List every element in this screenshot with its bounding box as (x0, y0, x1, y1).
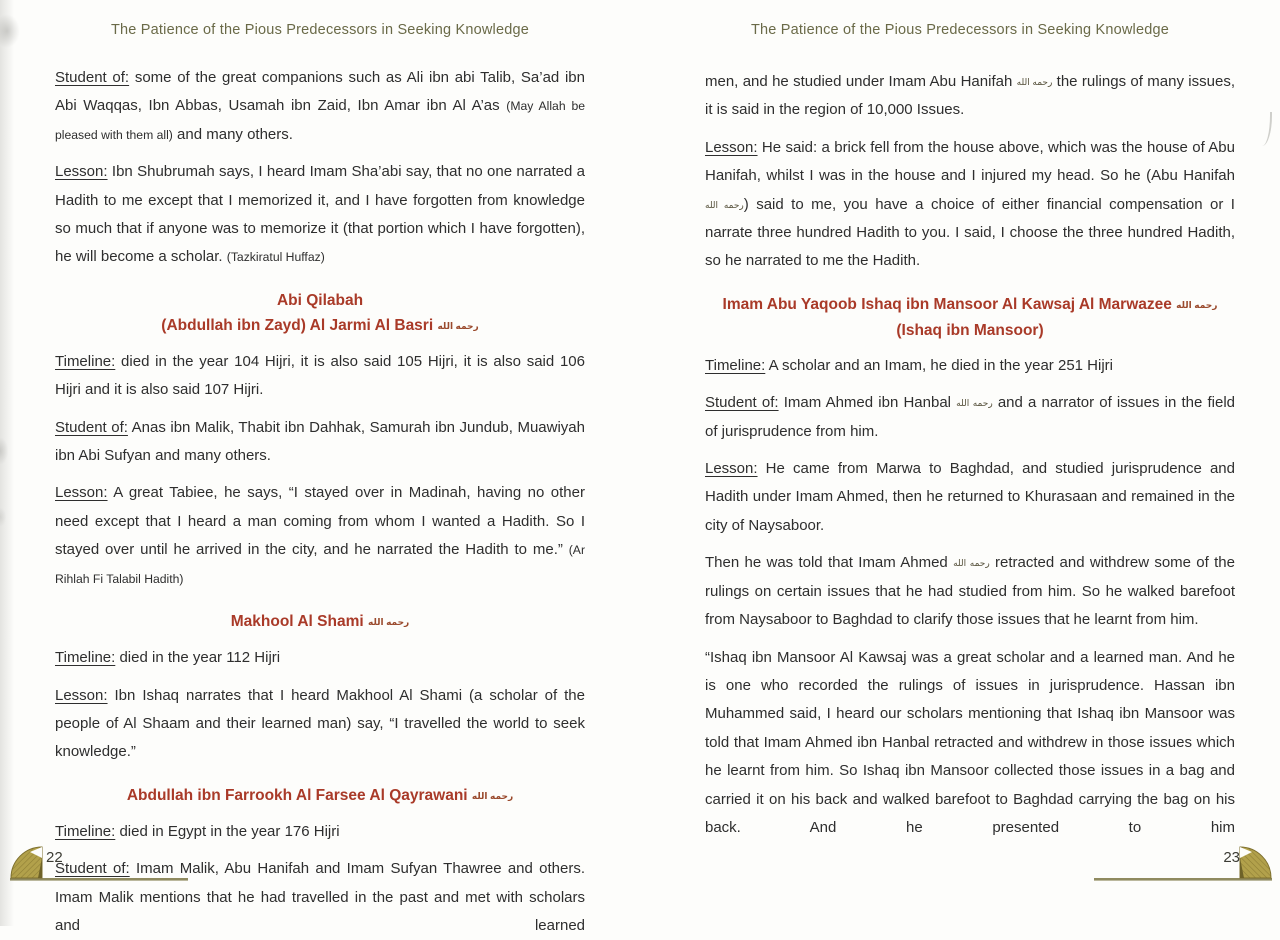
para-lesson (55, 682, 585, 767)
field-label: Timeline: (55, 822, 116, 840)
para-text: He came from Marwa to Baghdad, and studied jurisprudence and Hadith under Imam Ahmed, then he returned to Khurasaan and remained in the city of Naysaboor. (705, 460, 1235, 534)
para-text: Imam Malik, Abu Hanifah and Imam Sufyan Thawree and others. Imam Malik mentions that he had travelled in the past and met with scholars and learned (55, 860, 586, 934)
field-label: Lesson: (705, 138, 758, 156)
rahimahullah-honorific: رحمه الله (1016, 77, 1053, 87)
field-label: Lesson: (55, 163, 108, 181)
para-text: Anas ibn Malik, Thabit ibn Dahhak, Samurah ibn Jundub, Muawiyah ibn Abi Sufyan and many others. (55, 418, 585, 465)
heading-line: (Abdullah ibn Zayd) Al Jarmi Al Basri رحمه الله (161, 316, 479, 334)
page-corner-ornament-icon (8, 845, 190, 890)
para-student-of (705, 389, 1235, 446)
rahimahullah-honorific: رحمه الله (367, 617, 410, 628)
para-text: He said: a brick fell from the house above, which was the house of Abu Hanifah, whilst I was in the house and I injured my head. So he (Abu Hanifah (705, 138, 1235, 185)
para-text: A scholar and an Imam, he died in the year 251 Hijri (765, 356, 1113, 374)
para-text: A great Tabiee, he says, “I stayed over in Madinah, having no other need except that I heard a man coming from whom I wanted a Hadith. So I stayed over until he arrived in the city, and he narrated the Hadith to me.” (55, 484, 585, 559)
rahimahullah-honorific: رحمه الله (705, 199, 744, 210)
para-continued (705, 68, 1235, 125)
field-label: Timeline: (55, 352, 116, 370)
para-timeline (705, 352, 1235, 380)
para-text: men, and he studied under Imam Abu Hanifah (705, 73, 1017, 90)
source-citation: (Tazkiratul Huffaz) (226, 250, 325, 265)
section-heading (55, 288, 585, 339)
para-text: “Ishaq ibn Mansoor Al Kawsaj was a great scholar and a learned man. And he is one who recorded the rulings of issues in jurisprudence. Hassan ibn Muhammed said, I heard our scholars mentioning that Ishaq ibn Mansoor was told that Imam Ahmed ibn Hanbal retracted and withdrew in those issues which he learnt from him. So Ishaq ibn Mansoor collected those issues in a bag and carried it on his back and walked barefoot to Baghdad carrying the bag on his back. And he presented to him (705, 648, 1235, 836)
para-lesson (55, 479, 585, 593)
para-student-of (55, 414, 585, 471)
rahimahullah-honorific: رحمه الله (471, 790, 514, 801)
field-label: Student of: (55, 860, 130, 878)
page-corner-ornament-icon (1092, 845, 1274, 890)
para-text: and many others. (172, 125, 293, 143)
para-text: Ibn Shubrumah says, I heard Imam Sha’abi say, that no one narrated a Hadith to me except that I memorized it, and I have forgotten from knowledge so much that if anyone was to memorize it (that portion which I have forgotten), he will become a scholar. (55, 163, 585, 266)
para-text: ) said to me, you have a choice of either financial compensation or I narrate three hundred Hadith to you. I said, I choose the three hundred Hadith, so he narrated to me the Hadith. (705, 195, 1235, 270)
heading-line: Abdullah ibn Farrookh Al Farsee Al Qayrawani رحمه الله (126, 786, 514, 804)
section-heading (55, 609, 585, 635)
para-student-of (55, 64, 585, 149)
rahimahullah-honorific: رحمه الله (956, 398, 993, 409)
section-heading (55, 783, 585, 809)
para-body (705, 549, 1235, 634)
para-text: some of the great companions such as Ali ibn abi Talib, Sa’ad ibn Abi Waqqas, Ibn Abbas, Usamah ibn Zaid, Ibn Amar ibn Al A’as (55, 69, 585, 115)
para-lesson (705, 455, 1235, 540)
page-content (640, 68, 1280, 842)
rahimahullah-honorific: رحمه الله (437, 320, 479, 331)
para-body (705, 644, 1235, 843)
para-lesson (705, 134, 1235, 276)
heading-line: (Ishaq ibn Mansoor) (896, 321, 1044, 339)
field-label: Lesson: (55, 484, 108, 502)
para-text: died in Egypt in the year 176 Hijri (115, 822, 340, 840)
field-label: Lesson: (55, 686, 108, 704)
heading-line: Makhool Al Shami رحمه الله (230, 613, 410, 631)
para-timeline (55, 348, 585, 405)
para-text: Ibn Ishaq narrates that I heard Makhool Al Shami (a scholar of the people of Al Shaam and their learned man) say, “I travelled the world to seek knowledge.” (55, 686, 585, 761)
running-title: The Patience of the Pious Predecessors in Seeking Knowledge (750, 22, 1170, 38)
source-citation: (Ar Rihlah Fi Talabil Hadith) (55, 543, 585, 586)
field-label: Student of: (705, 394, 779, 412)
field-label: Student of: (55, 418, 128, 436)
rahimahullah-honorific: رحمه الله (1176, 299, 1218, 310)
para-text: died in the year 104 Hijri, it is also said 105 Hijri, it is also said 106 Hijri and it is also said 107 Hijri. (55, 352, 585, 399)
heading-line: Abi Qilabah (276, 291, 364, 309)
para-text: Then he was told that Imam Ahmed (705, 554, 954, 572)
para-lesson (55, 158, 585, 272)
field-label: Timeline: (55, 649, 116, 667)
rahimahullah-honorific: رحمه الله (953, 558, 990, 569)
field-label: Student of: (55, 69, 130, 86)
para-timeline (55, 818, 585, 846)
section-heading (705, 292, 1235, 343)
para-text: retracted and withdrew some of the rulings on certain issues that he had studied from him. So he walked barefoot from Naysaboor to Baghdad to clarify those issues that he learnt from him. (705, 554, 1235, 629)
parenthetical-note: (May Allah be pleased with them all) (55, 99, 585, 142)
running-title: The Patience of the Pious Predecessors in Seeking Knowledge (110, 22, 530, 38)
field-label: Timeline: (705, 356, 766, 374)
book-page-left (0, 0, 640, 934)
field-label: Lesson: (705, 460, 758, 478)
page-number: 23 (1223, 849, 1240, 866)
para-timeline (55, 644, 585, 672)
page-content (0, 64, 640, 940)
para-text: and a narrator of issues in the field of jurisprudence from him. (705, 394, 1235, 440)
para-text: Imam Ahmed ibn Hanbal (778, 394, 957, 412)
page-number: 22 (46, 849, 63, 866)
book-page-right (640, 0, 1280, 926)
heading-line: Imam Abu Yaqoob Ishaq ibn Mansoor Al Kawsaj Al Marwazee رحمه الله (722, 295, 1218, 313)
para-text: died in the year 112 Hijri (115, 649, 281, 667)
para-text: the rulings of many issues, it is said in the region of 10,000 Issues. (705, 73, 1235, 119)
